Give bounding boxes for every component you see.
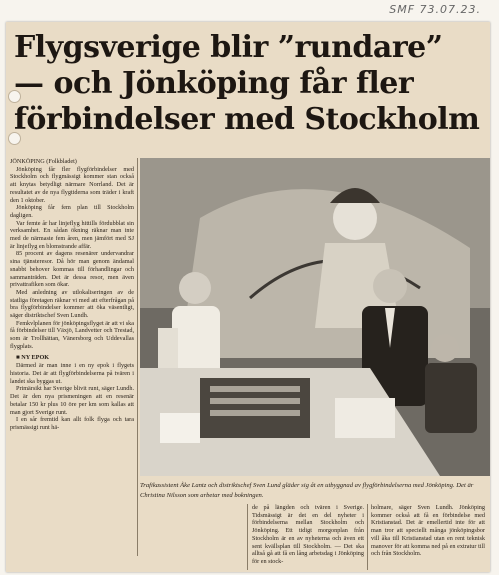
paragraph: I en sår fremtid kan allt folk flyga och tara prismässigt runt hä-	[10, 416, 134, 431]
paragraph: Jönköping får fler flygförbindelser med Stockholm och flygmässigt kommer stan också att knytas betydligt närmare Norrland. Det är resultatet av de nya flygtiderna som träder i kraft den 1 oktober.	[10, 165, 134, 204]
paragraph: holmare, säger Sven Lundh. Jönköping kommer också att få en förbindelse med Kristianstad. Det är emellertid inte för att man tror att speciellt många jönköpingsbor vill åka till Kristianstad utan en rent teknisk manover för att komma ned på en extratur till och från Stockholm.	[371, 504, 485, 558]
bottom-column-1	[252, 504, 364, 570]
paragraph: Därmed är man inne i en ny epok i flygets historia. Det är att flygförbindelserna på tvären i landet ska byggas ut.	[10, 362, 134, 385]
headline-line-1: Flygsverige blir ”rundare”	[14, 30, 443, 65]
paragraph: Med anledning av utlokaliseringen av de statliga företagen räknar vi med att efterfrågan på bra flygförbindelser kommer att öka väsentligt, säger distriktschef Sven Lundh.	[10, 288, 134, 320]
headline-line-3: förbindelser med Stockholm	[14, 102, 480, 137]
dateline: JÖNKÖPING (Folkbladet)	[10, 158, 77, 165]
column-rule	[367, 504, 368, 570]
column-rule	[137, 158, 138, 556]
bottom-column-2	[371, 504, 485, 570]
paragraph: 85 procent av dagens resenärer undervandrar sina tjänsteresor. Då hör man genom ändamal snabbt behover kommas till förhandlingar och sammanträden. Det är dessa resor, men även privattrafiken som ökar.	[10, 250, 134, 289]
column-rule	[247, 504, 248, 570]
subhead: ■ NY EPOK	[16, 353, 50, 361]
paragraph: Var femte år har linjeflyg hittills fördubblat sin verksamhet. En sådan ökning räknar man inte med de närmaste fem åren, men jämfört med SJ är linjeflyg en blomstrande affär.	[10, 219, 134, 250]
headline-line-2: — och Jönköping får fler	[14, 66, 414, 101]
paragraph: de på längden och tvären i Sverige. Tidsmässigt är det en del nyheter i förbindelserna mellan Stockholm och Jönköping. Ett tidigt morgonplan från Stockholm är en av nyheterna och även ett sent kvällsplan till Stockholm. — Det ska alltså gå att få en lång arbetsdag i Jönköping för en stock-	[252, 504, 364, 565]
news-photo	[140, 158, 490, 476]
paragraph: Jönköping får fem plan till Stockholm dagligen.	[10, 204, 134, 219]
left-column	[10, 158, 134, 556]
paragraph: Femkvlplanen för jönköpingsflyget är att vi ska få förbindelser till Växjö, Landvetter och Trestad, som är Trollhättan, Vänersborg och Uddevallas flygplats.	[10, 319, 134, 350]
photo-caption: Trafikassistent Åke Lantz och distriktschef Sven Lund gläder sig åt en utbyggnad av flygförbindelserna med Jönköping. Det är Christina Nilsson som arbetar med bokningen.	[140, 482, 474, 499]
archive-stamp: SMF 73.07.23.	[389, 3, 481, 16]
headline	[14, 30, 484, 138]
paragraph: Primärsikt har Sverige blivit runt, säger Lundh. Det är den nya prismeningen att en resenär betalar 150 kr plus 10 öre per km som kallas att man gjort Sverige runt.	[10, 385, 134, 416]
